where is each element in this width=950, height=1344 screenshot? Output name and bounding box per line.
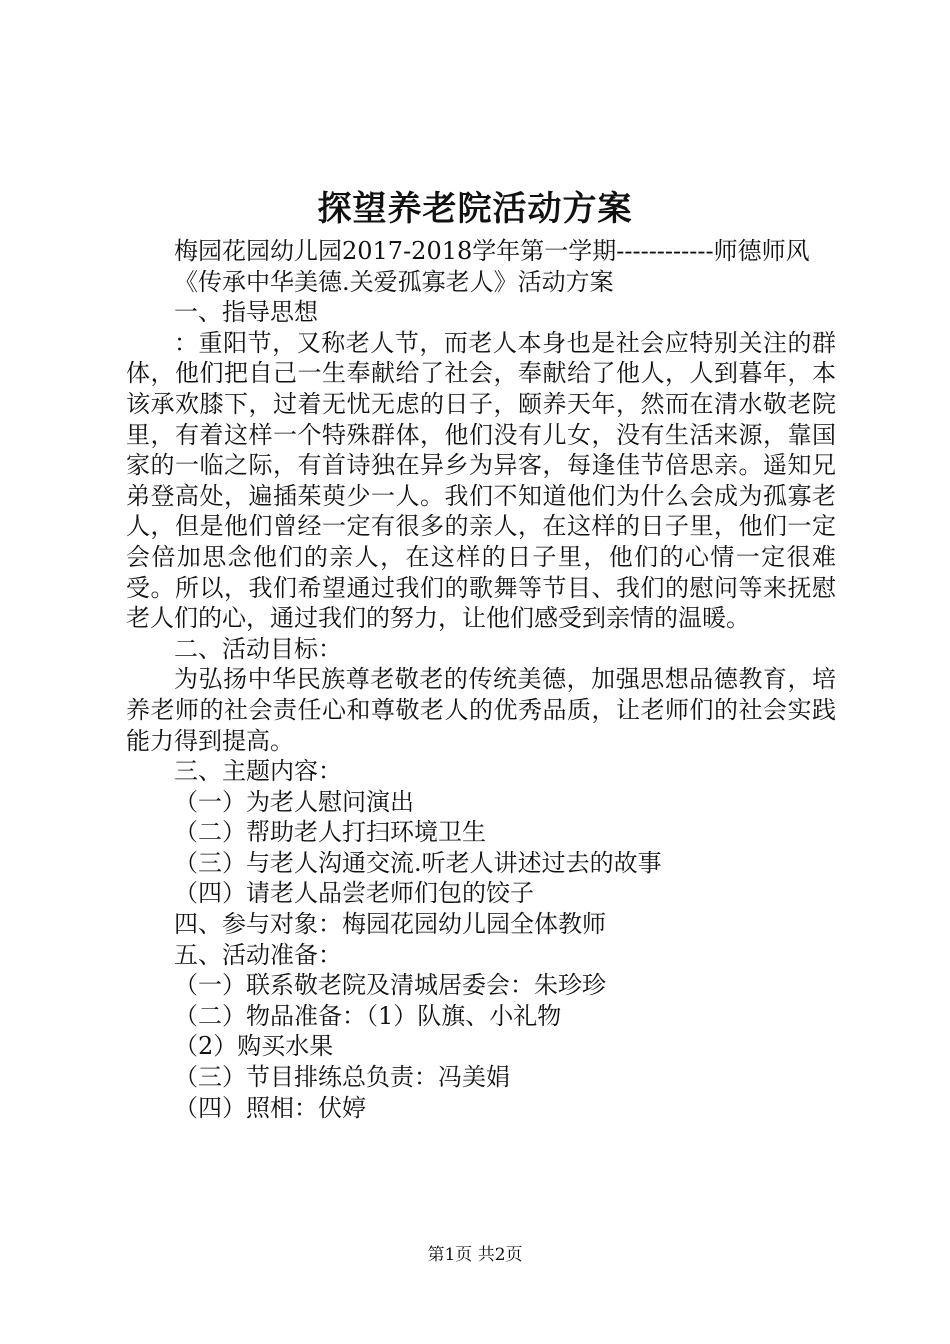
list-item-prep-3: （三）节目排练总负责：冯美娟 <box>174 1063 510 1092</box>
list-item-theme-4: （四）请老人品尝老师们包的饺子 <box>174 879 534 908</box>
paragraph-guiding-idea: ：重阳节，又称老人节，而老人本身也是社会应特别关注的群体，他们把自己一生奉献给了社会，奉献给了他人，人到暮年，本该承欢膝下，过着无忧无虑的日子，颐养天年，然而在清水敬老院里，有着这样一个特殊群体，他们没有儿女，没有生活来源，靠国家的一临之际，有首诗独在异乡为异客，每逢佳节倍思亲。遥知兄弟登高处，遍插茱萸少一人。我们不知道他们为什么会成为孤寡老人，但是他们曾经一定有很多的亲人，在这样的日子里，他们一定会倍加思念他们的亲人，在这样的日子里，他们的心情一定很难受。所以，我们希望通过我们的歌舞等节目、我们的慰问等来抚慰老人们的心，通过我们的努力，让他们感受到亲情的温暖。 <box>126 328 836 633</box>
document-body <box>126 236 836 1123</box>
paragraph-school-term: 梅园花园幼儿园2017-2018学年第一学期------------师德师风 <box>174 237 810 265</box>
list-item-prep-4: （四）照相：伏婷 <box>174 1093 366 1122</box>
heading-participants: 四、参与对象：梅园花园幼儿园全体教师 <box>174 910 606 939</box>
page-number-footer: 第1页 共2页 <box>427 1245 523 1265</box>
heading-activity-goal: 二、活动目标： <box>174 634 342 663</box>
paragraph-plan-name: 《传承中华美德.关爱孤寡老人》活动方案 <box>174 267 614 296</box>
paragraph-activity-goal: 为弘扬中华民族尊老敬老的传统美德，加强思想品德教育，培养老师的社会责任心和尊敬老人的优秀品质，让老师们的社会实践能力得到提高。 <box>126 665 836 755</box>
list-item-theme-2: （二）帮助老人打扫环境卫生 <box>174 818 486 847</box>
list-item-prep-2-sub: （2）购买水果 <box>174 1032 334 1061</box>
list-item-theme-3: （三）与老人沟通交流.听老人讲述过去的故事 <box>174 848 662 877</box>
list-item-prep-2: （二）物品准备：（1）队旗、小礼物 <box>174 1001 562 1030</box>
heading-guiding-idea: 一、指导思想 <box>174 298 318 327</box>
heading-theme-content: 三、主题内容： <box>174 757 342 786</box>
list-item-prep-1: （一）联系敬老院及清城居委会：朱珍珍 <box>174 971 606 1000</box>
list-item-theme-1: （一）为老人慰问演出 <box>174 787 414 816</box>
document-title: 探望养老院活动方案 <box>317 189 633 229</box>
heading-preparation: 五、活动准备： <box>174 940 342 969</box>
